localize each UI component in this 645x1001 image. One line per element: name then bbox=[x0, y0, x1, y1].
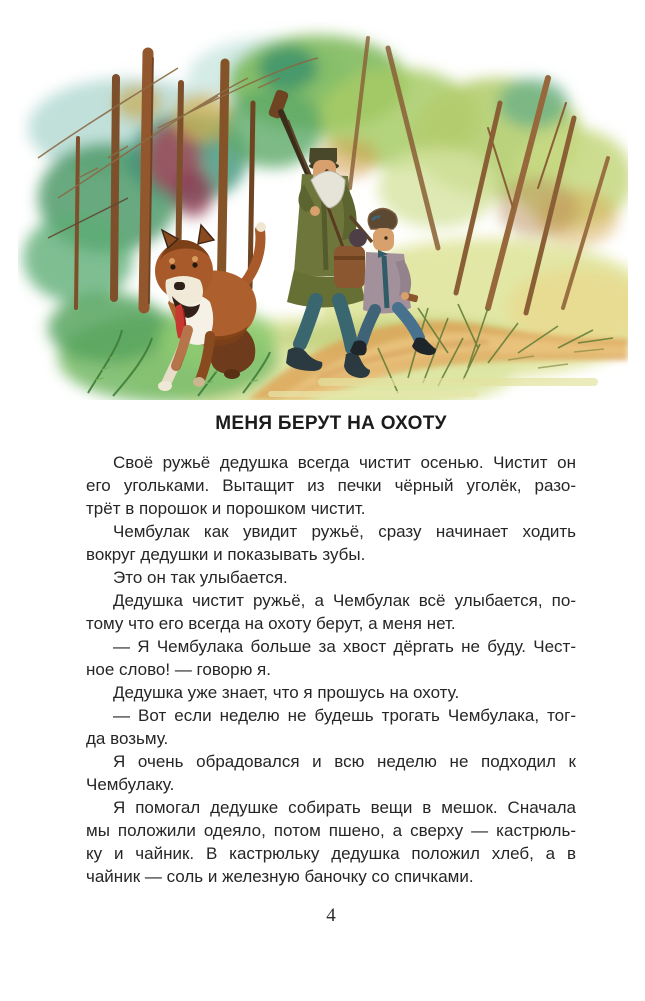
story-text bbox=[86, 451, 576, 888]
text-line: Дедушка уже знает, что я прошусь на охоту. bbox=[113, 683, 460, 702]
text-line: Чембулак как увидит ружьё, сразу начинает ходить bbox=[113, 522, 576, 541]
text-line: Я очень обрадовался и всю неделю не подходил к bbox=[113, 752, 576, 771]
page-number: 4 bbox=[326, 905, 336, 926]
text-line: — Вот если неделю не будешь трогать Чембулака, тог- bbox=[113, 706, 576, 725]
text-line: его угольками. Вытащит из печки чёрный уголёк, разо- bbox=[86, 476, 576, 495]
text-line: — Я Чембулака больше за хвост дёргать не буду. Чест- bbox=[113, 637, 576, 656]
text-line: ное слово! — говорю я. bbox=[86, 660, 271, 679]
text-line: вокруг дедушки и показывать зубы. bbox=[86, 545, 366, 564]
forest-hunting-illustration bbox=[18, 8, 628, 400]
text-line: Дедушка чистит ружьё, а Чембулак всё улыбается, по- bbox=[113, 591, 576, 610]
chapter-title: МЕНЯ БЕРУТ НА ОХОТУ bbox=[215, 413, 447, 434]
text-line: трёт в порошок и порошком чистит. bbox=[86, 499, 366, 518]
text-line: Я помогал дедушке собирать вещи в мешок. Сначала bbox=[113, 798, 576, 817]
text-line: да возьму. bbox=[86, 729, 169, 748]
text-line: Это он так улыбается. bbox=[113, 568, 288, 587]
text-line: мы положили одеяло, потом пшено, а сверху — кастрюль- bbox=[86, 821, 576, 840]
text-line: тому что его всегда на охоту берут, а меня нет. bbox=[86, 614, 456, 633]
text-line: Чембулаку. bbox=[86, 775, 175, 794]
text-line: Своё ружьё дедушка всегда чистит осенью. Чистит он bbox=[113, 453, 576, 472]
text-line: ку и чайник. В кастрюльку дедушка положил хлеб, а в bbox=[86, 844, 576, 863]
text-line: чайник — соль и железную баночку со спичками. bbox=[86, 867, 474, 886]
